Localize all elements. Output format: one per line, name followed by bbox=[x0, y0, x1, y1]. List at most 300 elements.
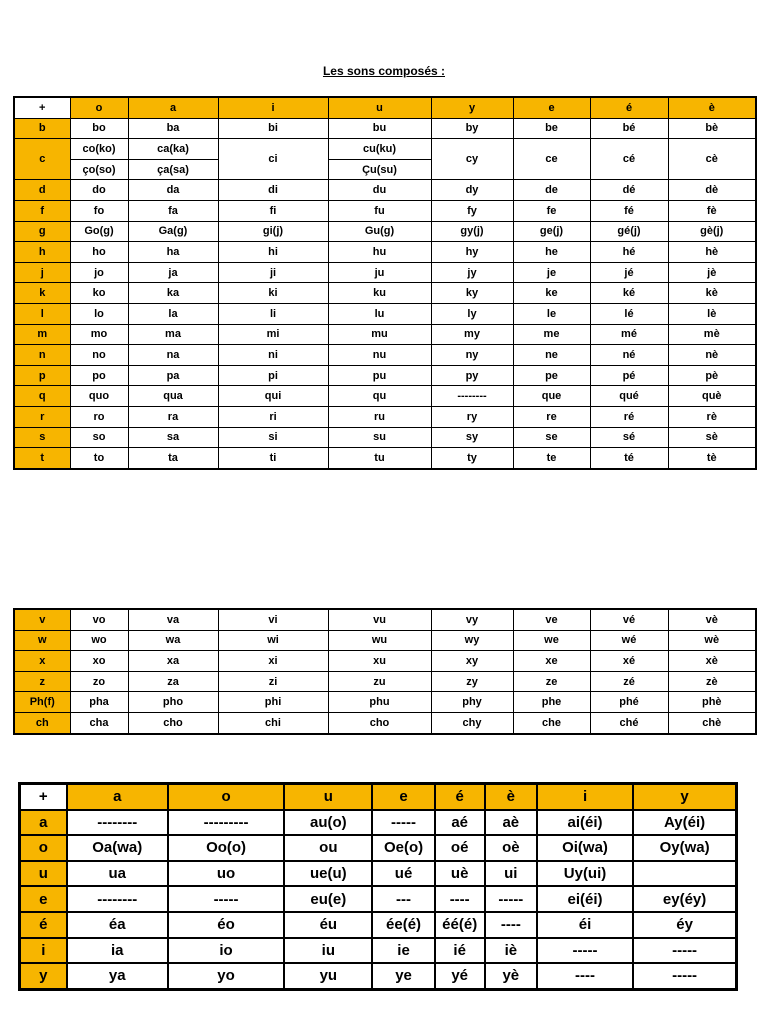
table-cell: vi bbox=[218, 609, 328, 630]
table-row bbox=[20, 938, 737, 964]
column-header: e bbox=[513, 97, 590, 118]
table-cell: ju bbox=[328, 262, 431, 283]
table-cell: -------- bbox=[67, 810, 168, 836]
table-cell: gè(j) bbox=[668, 221, 756, 242]
column-header: a bbox=[67, 784, 168, 810]
table-cell: pho bbox=[128, 692, 218, 713]
table-cell: yé bbox=[435, 963, 485, 989]
table-cell: chè bbox=[668, 712, 756, 733]
table-cell: pa bbox=[128, 365, 218, 386]
table-cell: qu bbox=[328, 386, 431, 407]
table-row bbox=[20, 810, 737, 836]
table-row bbox=[14, 365, 756, 386]
table-cell: vy bbox=[431, 609, 513, 630]
table-cell: py bbox=[431, 365, 513, 386]
table-cell: ué bbox=[372, 861, 434, 887]
table-row bbox=[20, 886, 737, 912]
table-cell: he bbox=[513, 242, 590, 263]
table-cell: pè bbox=[668, 365, 756, 386]
table-cell: ----- bbox=[372, 810, 434, 836]
table-cell: ua bbox=[67, 861, 168, 887]
table-cell: xe bbox=[513, 651, 590, 672]
table-cell: do bbox=[70, 180, 128, 201]
table-cell: bi bbox=[218, 118, 328, 139]
table-cell: xu bbox=[328, 651, 431, 672]
column-header: i bbox=[218, 97, 328, 118]
table-cell: phi bbox=[218, 692, 328, 713]
table-row bbox=[14, 139, 756, 160]
table-cell: pé bbox=[590, 365, 668, 386]
column-header: y bbox=[633, 784, 736, 810]
table-cell: gy(j) bbox=[431, 221, 513, 242]
table-cell: na bbox=[128, 345, 218, 366]
table-cell: ra bbox=[128, 406, 218, 427]
table-row bbox=[14, 427, 756, 448]
table-cell: bé bbox=[590, 118, 668, 139]
row-header: é bbox=[20, 912, 67, 938]
table-cell: mu bbox=[328, 324, 431, 345]
table-cell: re bbox=[513, 406, 590, 427]
table-cell: Gu(g) bbox=[328, 221, 431, 242]
table-cell: sy bbox=[431, 427, 513, 448]
table-cell: se bbox=[513, 427, 590, 448]
column-header: è bbox=[668, 97, 756, 118]
table-cell: qua bbox=[128, 386, 218, 407]
table-cell: phè bbox=[668, 692, 756, 713]
table-cell: xo bbox=[70, 651, 128, 672]
table-cell: dé bbox=[590, 180, 668, 201]
table-cell: pi bbox=[218, 365, 328, 386]
table-cell: bo bbox=[70, 118, 128, 139]
table-cell: cè bbox=[668, 139, 756, 180]
table-cell: --- bbox=[372, 886, 434, 912]
table-cell: ---- bbox=[485, 912, 537, 938]
table-cell: eu(e) bbox=[284, 886, 372, 912]
table-cell: li bbox=[218, 303, 328, 324]
table-cell: bu bbox=[328, 118, 431, 139]
table-cell: ry bbox=[431, 406, 513, 427]
table-cell: fo bbox=[70, 200, 128, 221]
table-cell: lu bbox=[328, 303, 431, 324]
table-cell: ré bbox=[590, 406, 668, 427]
table-cell: ---- bbox=[537, 963, 633, 989]
table-cell: né bbox=[590, 345, 668, 366]
table-cell: ée(é) bbox=[372, 912, 434, 938]
table-cell: chy bbox=[431, 712, 513, 733]
table-cell: ta bbox=[128, 448, 218, 469]
table-cell: wy bbox=[431, 630, 513, 651]
table-cell: sè bbox=[668, 427, 756, 448]
table-cell: ----- bbox=[537, 938, 633, 964]
row-header: g bbox=[14, 221, 70, 242]
table-cell: fy bbox=[431, 200, 513, 221]
table-cell: hu bbox=[328, 242, 431, 263]
table-cell: ri bbox=[218, 406, 328, 427]
column-header: + bbox=[20, 784, 67, 810]
table-cell: jo bbox=[70, 262, 128, 283]
table-cell: Oa(wa) bbox=[67, 835, 168, 861]
table-cell: hy bbox=[431, 242, 513, 263]
table-cell: Çu(su) bbox=[328, 159, 431, 180]
table-cell: Ga(g) bbox=[128, 221, 218, 242]
table-cell: mo bbox=[70, 324, 128, 345]
table-cell: my bbox=[431, 324, 513, 345]
table-cell: cé bbox=[590, 139, 668, 180]
table-cell: phu bbox=[328, 692, 431, 713]
table-cell: by bbox=[431, 118, 513, 139]
table-cell: éu bbox=[284, 912, 372, 938]
table-cell: quo bbox=[70, 386, 128, 407]
table-cell: du bbox=[328, 180, 431, 201]
table-cell: ja bbox=[128, 262, 218, 283]
column-header: é bbox=[590, 97, 668, 118]
table-cell: me bbox=[513, 324, 590, 345]
table-cell: su bbox=[328, 427, 431, 448]
table-cell: ka bbox=[128, 283, 218, 304]
table-cell: que bbox=[513, 386, 590, 407]
table-cell: ue(u) bbox=[284, 861, 372, 887]
table-cell: jy bbox=[431, 262, 513, 283]
column-header: o bbox=[70, 97, 128, 118]
row-header: p bbox=[14, 365, 70, 386]
table-cell: ----- bbox=[633, 963, 736, 989]
table-cell: ché bbox=[590, 712, 668, 733]
table-cell: ge(j) bbox=[513, 221, 590, 242]
table-cell: cu(ku) bbox=[328, 139, 431, 160]
table-cell: vé bbox=[590, 609, 668, 630]
table-cell: wé bbox=[590, 630, 668, 651]
table-cell: ie bbox=[372, 938, 434, 964]
column-header: u bbox=[328, 97, 431, 118]
table-cell: bè bbox=[668, 118, 756, 139]
column-header: è bbox=[485, 784, 537, 810]
table-cell: gé(j) bbox=[590, 221, 668, 242]
table-cell: ty bbox=[431, 448, 513, 469]
row-header: f bbox=[14, 200, 70, 221]
table-cell: hè bbox=[668, 242, 756, 263]
table-row bbox=[14, 303, 756, 324]
table-cell: ji bbox=[218, 262, 328, 283]
table-cell: lé bbox=[590, 303, 668, 324]
table-cell: fe bbox=[513, 200, 590, 221]
row-header: q bbox=[14, 386, 70, 407]
row-header: b bbox=[14, 118, 70, 139]
table-row bbox=[14, 221, 756, 242]
table-cell: aè bbox=[485, 810, 537, 836]
table-cell: Oo(o) bbox=[168, 835, 284, 861]
table-cell: wa bbox=[128, 630, 218, 651]
table-cell: phé bbox=[590, 692, 668, 713]
table-cell: ----- bbox=[168, 886, 284, 912]
table-cell: ----- bbox=[485, 886, 537, 912]
table-cell: ui bbox=[485, 861, 537, 887]
table-row bbox=[14, 692, 756, 713]
table-cell: dè bbox=[668, 180, 756, 201]
table-cell: fa bbox=[128, 200, 218, 221]
table-cell: ku bbox=[328, 283, 431, 304]
table-cell: so bbox=[70, 427, 128, 448]
table-cell: le bbox=[513, 303, 590, 324]
table-cell: iu bbox=[284, 938, 372, 964]
table-header-row bbox=[20, 784, 737, 810]
table-cell: lè bbox=[668, 303, 756, 324]
table-cell: da bbox=[128, 180, 218, 201]
table-cell: phe bbox=[513, 692, 590, 713]
table-cell: vu bbox=[328, 609, 431, 630]
table-cell: --------- bbox=[168, 810, 284, 836]
table-cell: mi bbox=[218, 324, 328, 345]
table-cell: ky bbox=[431, 283, 513, 304]
table-cell: xa bbox=[128, 651, 218, 672]
table-cell: rè bbox=[668, 406, 756, 427]
table-cell: ru bbox=[328, 406, 431, 427]
row-header: o bbox=[20, 835, 67, 861]
table-cell: éa bbox=[67, 912, 168, 938]
table-cell: ne bbox=[513, 345, 590, 366]
table-cell: fé bbox=[590, 200, 668, 221]
row-header: t bbox=[14, 448, 70, 469]
table-cell: oé bbox=[435, 835, 485, 861]
table-cell: jè bbox=[668, 262, 756, 283]
row-header: d bbox=[14, 180, 70, 201]
table-cell: pha bbox=[70, 692, 128, 713]
table-cell: éo bbox=[168, 912, 284, 938]
consonant-vowel-table-1 bbox=[13, 96, 757, 470]
table-cell: ki bbox=[218, 283, 328, 304]
table-cell: kè bbox=[668, 283, 756, 304]
table-cell: qué bbox=[590, 386, 668, 407]
row-header: l bbox=[14, 303, 70, 324]
table-cell: zè bbox=[668, 671, 756, 692]
table-cell: pu bbox=[328, 365, 431, 386]
table-cell: ro bbox=[70, 406, 128, 427]
table-cell: si bbox=[218, 427, 328, 448]
table-row bbox=[14, 118, 756, 139]
column-header: e bbox=[372, 784, 434, 810]
table-header-row bbox=[14, 97, 756, 118]
table-cell: -------- bbox=[67, 886, 168, 912]
row-header: ch bbox=[14, 712, 70, 733]
table-cell: cha bbox=[70, 712, 128, 733]
table-cell: no bbox=[70, 345, 128, 366]
table-cell: va bbox=[128, 609, 218, 630]
table-cell: wi bbox=[218, 630, 328, 651]
table-cell: ke bbox=[513, 283, 590, 304]
table-cell: yè bbox=[485, 963, 537, 989]
page-title-text: Les sons composés : bbox=[322, 64, 446, 78]
row-header: z bbox=[14, 671, 70, 692]
row-header: n bbox=[14, 345, 70, 366]
table-cell: ei(éi) bbox=[537, 886, 633, 912]
table-cell: cy bbox=[431, 139, 513, 180]
table-cell: Ay(éi) bbox=[633, 810, 736, 836]
table-row bbox=[14, 609, 756, 630]
table-cell: té bbox=[590, 448, 668, 469]
table-cell: zy bbox=[431, 671, 513, 692]
table-cell: tu bbox=[328, 448, 431, 469]
table-cell: Oe(o) bbox=[372, 835, 434, 861]
table-row bbox=[20, 835, 737, 861]
table-cell: chi bbox=[218, 712, 328, 733]
table-cell: ya bbox=[67, 963, 168, 989]
table-cell: hé bbox=[590, 242, 668, 263]
table-cell: qui bbox=[218, 386, 328, 407]
row-header: e bbox=[20, 886, 67, 912]
table-cell: dy bbox=[431, 180, 513, 201]
table-cell: ou bbox=[284, 835, 372, 861]
table-cell: we bbox=[513, 630, 590, 651]
table-cell: te bbox=[513, 448, 590, 469]
table-cell: ny bbox=[431, 345, 513, 366]
table-cell: ié bbox=[435, 938, 485, 964]
table-cell: ye bbox=[372, 963, 434, 989]
table-cell: ça(sa) bbox=[128, 159, 218, 180]
table-cell: zé bbox=[590, 671, 668, 692]
row-header: w bbox=[14, 630, 70, 651]
row-header: c bbox=[14, 139, 70, 180]
table-cell: -------- bbox=[431, 386, 513, 407]
column-header: o bbox=[168, 784, 284, 810]
table-row bbox=[14, 180, 756, 201]
table-cell: ço(so) bbox=[70, 159, 128, 180]
table-cell: ci bbox=[218, 139, 328, 180]
table-cell bbox=[633, 861, 736, 887]
table-cell: ---- bbox=[435, 886, 485, 912]
table-row bbox=[14, 712, 756, 733]
table-cell: wo bbox=[70, 630, 128, 651]
table-cell: ca(ka) bbox=[128, 139, 218, 160]
table-cell: xé bbox=[590, 651, 668, 672]
table-cell: uo bbox=[168, 861, 284, 887]
table-cell: mé bbox=[590, 324, 668, 345]
table-row bbox=[14, 651, 756, 672]
row-header: x bbox=[14, 651, 70, 672]
table-cell: aé bbox=[435, 810, 485, 836]
row-header: v bbox=[14, 609, 70, 630]
row-header: u bbox=[20, 861, 67, 887]
table-cell: za bbox=[128, 671, 218, 692]
table-row bbox=[20, 963, 737, 989]
table-cell: zo bbox=[70, 671, 128, 692]
table-cell: oè bbox=[485, 835, 537, 861]
table-cell: ko bbox=[70, 283, 128, 304]
table-cell: ba bbox=[128, 118, 218, 139]
table-row bbox=[14, 345, 756, 366]
table-cell: to bbox=[70, 448, 128, 469]
column-header: y bbox=[431, 97, 513, 118]
table-cell: fè bbox=[668, 200, 756, 221]
column-header: u bbox=[284, 784, 372, 810]
table-cell: ve bbox=[513, 609, 590, 630]
row-header: j bbox=[14, 262, 70, 283]
table-cell: ti bbox=[218, 448, 328, 469]
table-row bbox=[14, 283, 756, 304]
table-cell: Go(g) bbox=[70, 221, 128, 242]
table-cell: je bbox=[513, 262, 590, 283]
row-header: y bbox=[20, 963, 67, 989]
table-cell: fi bbox=[218, 200, 328, 221]
table-cell: zi bbox=[218, 671, 328, 692]
table-cell: ia bbox=[67, 938, 168, 964]
table-cell: Oy(wa) bbox=[633, 835, 736, 861]
table-row bbox=[14, 386, 756, 407]
table-cell: di bbox=[218, 180, 328, 201]
row-header: Ph(f) bbox=[14, 692, 70, 713]
table-cell: Uy(ui) bbox=[537, 861, 633, 887]
table-cell: éi bbox=[537, 912, 633, 938]
table-cell: ai(éi) bbox=[537, 810, 633, 836]
vowel-vowel-table bbox=[18, 782, 738, 991]
table-cell: po bbox=[70, 365, 128, 386]
table-cell: ni bbox=[218, 345, 328, 366]
table-row bbox=[20, 912, 737, 938]
table-row bbox=[14, 324, 756, 345]
row-header: a bbox=[20, 810, 67, 836]
table-row bbox=[14, 262, 756, 283]
table-cell: phy bbox=[431, 692, 513, 713]
table-row bbox=[14, 242, 756, 263]
table-cell: jé bbox=[590, 262, 668, 283]
table-cell: ho bbox=[70, 242, 128, 263]
row-header: r bbox=[14, 406, 70, 427]
column-header: é bbox=[435, 784, 485, 810]
table-row bbox=[20, 861, 737, 887]
table-cell: pe bbox=[513, 365, 590, 386]
table-cell: tè bbox=[668, 448, 756, 469]
table-cell: mè bbox=[668, 324, 756, 345]
table-cell: ze bbox=[513, 671, 590, 692]
table-row bbox=[14, 448, 756, 469]
table-cell: xi bbox=[218, 651, 328, 672]
row-header: i bbox=[20, 938, 67, 964]
table-cell: la bbox=[128, 303, 218, 324]
table-cell: io bbox=[168, 938, 284, 964]
table-row bbox=[14, 630, 756, 651]
table-cell: éé(é) bbox=[435, 912, 485, 938]
table-cell: wè bbox=[668, 630, 756, 651]
table-cell: sé bbox=[590, 427, 668, 448]
table-cell: yo bbox=[168, 963, 284, 989]
table-cell: zu bbox=[328, 671, 431, 692]
table-cell: iè bbox=[485, 938, 537, 964]
table-cell: au(o) bbox=[284, 810, 372, 836]
page-title bbox=[0, 64, 768, 78]
column-header: + bbox=[14, 97, 70, 118]
table-cell: co(ko) bbox=[70, 139, 128, 160]
row-header: m bbox=[14, 324, 70, 345]
table-cell: ma bbox=[128, 324, 218, 345]
table-cell: Oi(wa) bbox=[537, 835, 633, 861]
table-cell: ----- bbox=[633, 938, 736, 964]
table-cell: vo bbox=[70, 609, 128, 630]
row-header: k bbox=[14, 283, 70, 304]
row-header: h bbox=[14, 242, 70, 263]
table-cell: ly bbox=[431, 303, 513, 324]
table-cell: de bbox=[513, 180, 590, 201]
table-cell: cho bbox=[328, 712, 431, 733]
table-row bbox=[14, 671, 756, 692]
table-cell: cho bbox=[128, 712, 218, 733]
table-cell: éy bbox=[633, 912, 736, 938]
table-cell: be bbox=[513, 118, 590, 139]
table-cell: gi(j) bbox=[218, 221, 328, 242]
table-cell: hi bbox=[218, 242, 328, 263]
table-cell: fu bbox=[328, 200, 431, 221]
table-cell: ey(éy) bbox=[633, 886, 736, 912]
table-cell: wu bbox=[328, 630, 431, 651]
table-cell: che bbox=[513, 712, 590, 733]
table-cell: vè bbox=[668, 609, 756, 630]
